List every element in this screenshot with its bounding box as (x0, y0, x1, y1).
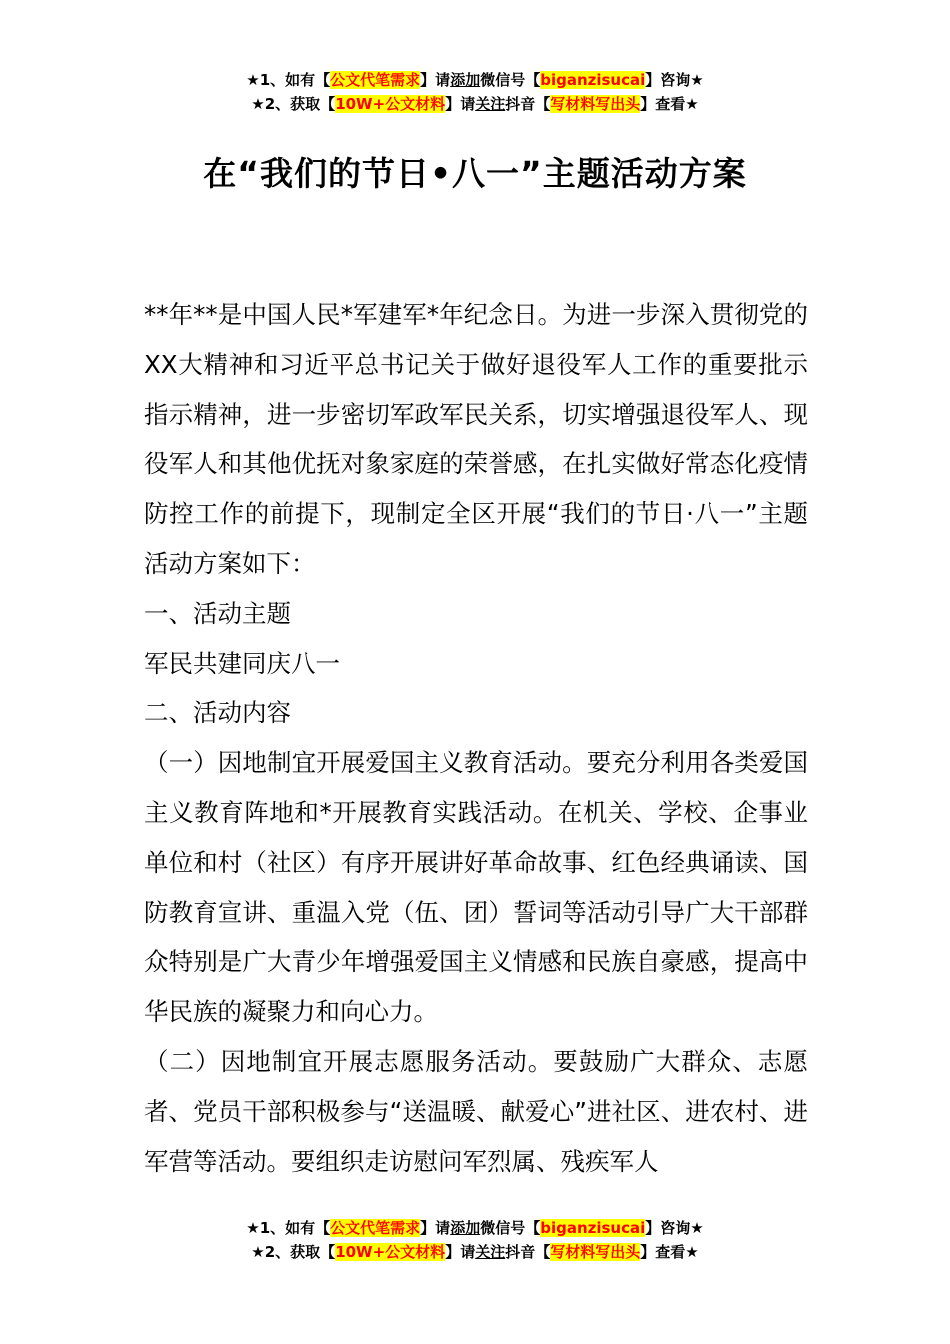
highlight-materials: 10W+公文材料 (335, 95, 446, 113)
content-item-1: （一）因地制宜开展爱国主义教育活动。要充分利用各类爱国主义教育阵地和*开展教育实践活动。在机关、学校、企事业单位和村（社区）有序开展讲好革命故事、红色经典诵读、国防教育宣讲、重温入党（伍、团）誓词等活动引导广大干部群众特别是广大青少年增强爱国主义情感和民族自豪感，提高中华民族的凝聚力和向心力。 (144, 748, 808, 1027)
highlight-wechat-id: biganzisucai (540, 1219, 646, 1237)
intro-paragraph: **年**是中国人民*军建军*年纪念日。为进一步深入贯彻党的XX大精神和习近平总书记关于做好退役军人工作的重要批示指示精神，进一步密切军政军民关系，切实增强退役军人、现役军人和其他优抚对象家庭的荣誉感，在扎实做好常态化疫情防控工作的前提下，现制定全区开展“我们的节日·八一”主题活动方案如下： (144, 300, 808, 578)
highlight-douyin-account: 写材料写出头 (550, 1243, 641, 1261)
promo-banner-bottom (0, 1216, 950, 1264)
section-heading-content: 二、活动内容 (144, 698, 291, 728)
promo-line-2: ★2、获取【10W+公文材料】请关注抖音【写材料写出头】查看★ (251, 1243, 699, 1261)
promo-line-1: ★1、如有【公文代笔需求】请添加微信号【biganzisucai】咨询★ (246, 71, 704, 89)
document-title: 在“我们的节日•八一”主题活动方案 (203, 154, 747, 193)
highlight-materials: 10W+公文材料 (335, 1243, 446, 1261)
promo-line-1: ★1、如有【公文代笔需求】请添加微信号【biganzisucai】咨询★ (246, 1219, 704, 1237)
highlight-service: 公文代笔需求 (330, 1219, 421, 1237)
highlight-service: 公文代笔需求 (330, 71, 421, 89)
highlight-wechat-id: biganzisucai (540, 71, 646, 89)
promo-line-2: ★2、获取【10W+公文材料】请关注抖音【写材料写出头】查看★ (251, 95, 699, 113)
promo-banner-top (0, 68, 950, 116)
content-item-2: （二）因地制宜开展志愿服务活动。要鼓励广大群众、志愿者、党员干部积极参与“送温暖、献爱心”进社区、进农村、进军营等活动。要组织走访慰问军烈属、残疾军人 (144, 1046, 808, 1176)
theme-text: 军民共建同庆八一 (144, 648, 340, 678)
highlight-douyin-account: 写材料写出头 (550, 95, 641, 113)
document-body (144, 290, 808, 1186)
section-heading-theme: 一、活动主题 (144, 598, 291, 628)
